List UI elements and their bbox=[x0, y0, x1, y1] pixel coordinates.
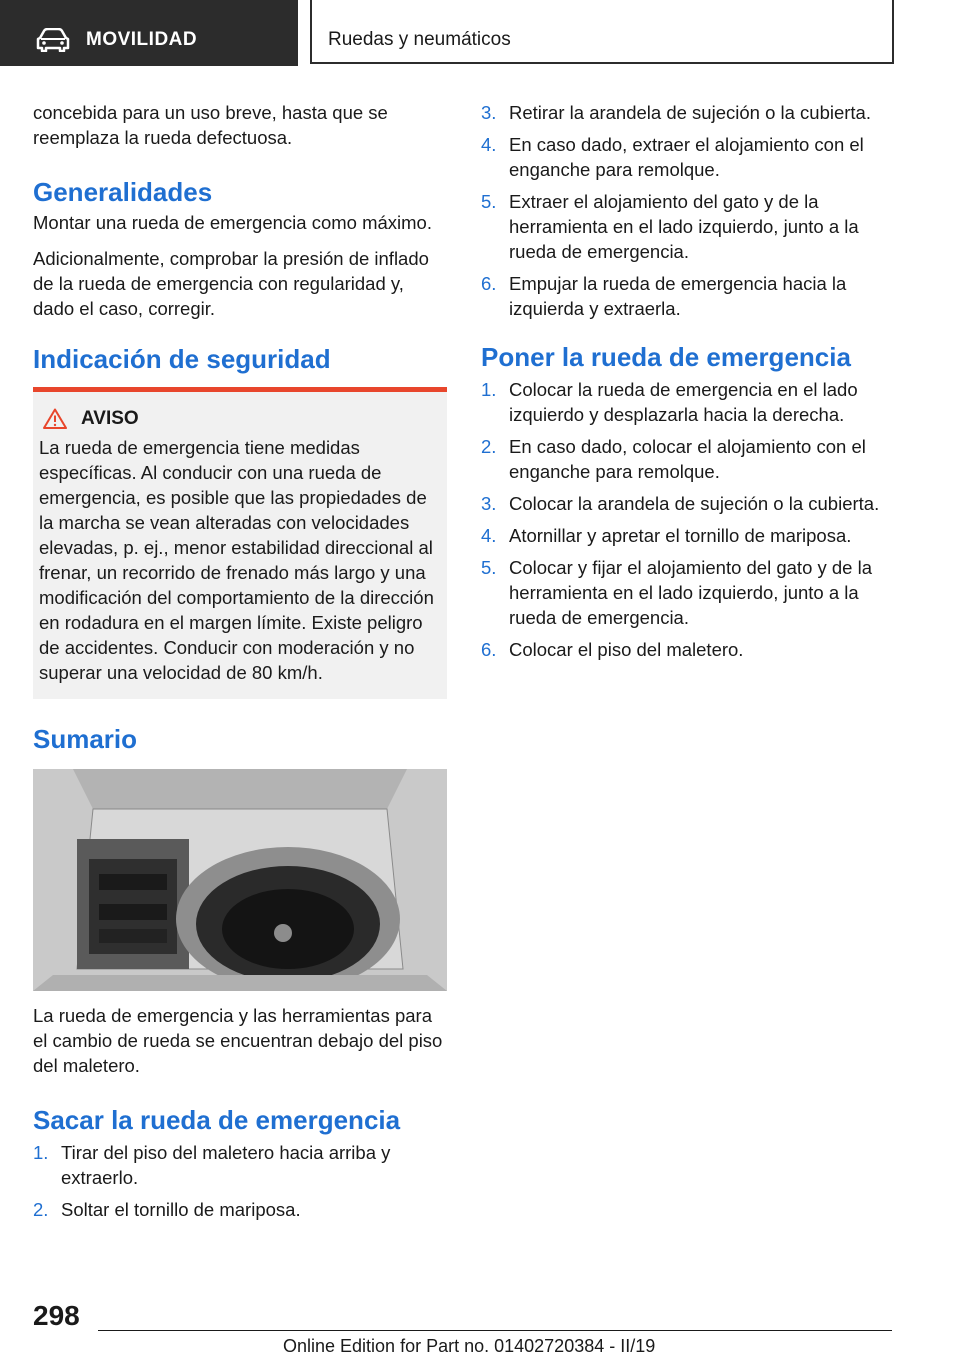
warning-title: AVISO bbox=[81, 408, 139, 429]
chapter-title-box bbox=[310, 0, 894, 64]
heading-sacar-rueda: Sacar la rueda de emergencia bbox=[33, 1105, 401, 1135]
general-paragraph-2: Adicionalmente, comprobar la presión de inflado de la rueda de emergencia con regularidad y, dado el caso, corregir. bbox=[33, 248, 429, 319]
section-label: MOVILIDAD bbox=[86, 29, 198, 50]
left-column bbox=[33, 100, 447, 1229]
list-item bbox=[481, 637, 891, 662]
step-text: Extraer el alojamiento del gato y de la herramienta en el lado izquierdo, junto a la rueda de emergencia. bbox=[509, 191, 859, 262]
list-item bbox=[481, 434, 891, 484]
footer-divider bbox=[98, 1330, 892, 1331]
trunk-drawing bbox=[33, 769, 447, 991]
heading-poner-rueda: Poner la rueda de emergencia bbox=[481, 342, 851, 372]
heading-seguridad: Indicación de seguridad bbox=[33, 344, 331, 374]
list-item bbox=[481, 555, 891, 630]
step-text: En caso dado, extraer el alojamiento con el enganche para remolque. bbox=[509, 134, 864, 180]
page-header bbox=[0, 0, 960, 66]
list-item bbox=[481, 271, 891, 321]
step-number: 2. bbox=[481, 436, 497, 457]
step-text: Colocar la arandela de sujeción o la cubierta. bbox=[509, 493, 880, 514]
list-item bbox=[33, 1140, 447, 1190]
step-number: 1. bbox=[33, 1142, 49, 1163]
step-number: 5. bbox=[481, 191, 497, 212]
page-number: 298 bbox=[33, 1300, 80, 1331]
step-number: 3. bbox=[481, 102, 497, 123]
chapter-title: Ruedas y neumáticos bbox=[328, 29, 511, 50]
step-number: 2. bbox=[33, 1199, 49, 1220]
warning-box bbox=[33, 387, 447, 699]
intro-paragraph: concebida para un uso breve, hasta que se reemplaza la rueda defectuosa. bbox=[33, 102, 388, 148]
remove-steps-list bbox=[33, 1140, 447, 1222]
install-steps-list bbox=[481, 377, 891, 662]
step-text: En caso dado, colocar el alojamiento con el enganche para remolque. bbox=[509, 436, 866, 482]
list-item bbox=[481, 491, 891, 516]
step-number: 1. bbox=[481, 379, 497, 400]
step-text: Empujar la rueda de emergencia hacia la izquierda y extraerla. bbox=[509, 273, 847, 319]
warning-text: La rueda de emergencia tiene medidas específicas. Al conducir con una rueda de emergencia, es posible que las propiedades de la marcha se vean alteradas con velocidades elevadas, p. ej., menor estabilidad direccional al frenar, un recorrido de frenado más largo y una modificación del comportamiento de la dirección en rodadura en el margen límite. Existe peligro de accidentes. Conducir con moderación y no superar una velocidad de 80 km/h. bbox=[39, 437, 434, 683]
step-number: 5. bbox=[481, 557, 497, 578]
warning-triangle-icon bbox=[43, 408, 67, 429]
step-number: 3. bbox=[481, 493, 497, 514]
edition-note: Online Edition for Part no. 01402720384 - II/19 bbox=[283, 1336, 656, 1356]
step-text: Retirar la arandela de sujeción o la cubierta. bbox=[509, 102, 871, 123]
step-text: Atornillar y apretar el tornillo de mariposa. bbox=[509, 525, 852, 546]
step-text: Colocar la rueda de emergencia en el lado izquierdo y desplazarla hacia la derecha. bbox=[509, 379, 858, 425]
list-item bbox=[481, 189, 891, 264]
car-icon bbox=[36, 28, 70, 52]
step-text: Colocar y fijar el alojamiento del gato y de la herramienta en el lado izquierdo, junto a la rueda de emergencia. bbox=[509, 557, 872, 628]
step-number: 4. bbox=[481, 134, 497, 155]
heading-generalidades: Generalidades bbox=[33, 177, 213, 207]
general-paragraph-1: Montar una rueda de emergencia como máximo. bbox=[33, 212, 432, 233]
figure-caption: La rueda de emergencia y las herramientas para el cambio de rueda se encuentran debajo del piso del maletero. bbox=[33, 1005, 443, 1076]
right-column bbox=[481, 100, 891, 669]
step-number: 6. bbox=[481, 639, 497, 660]
section-tab bbox=[0, 0, 298, 66]
remove-steps-continued-list bbox=[481, 100, 891, 321]
list-item bbox=[481, 132, 891, 182]
list-item bbox=[33, 1197, 447, 1222]
list-item bbox=[481, 100, 891, 125]
list-item bbox=[481, 523, 891, 548]
trunk-spare-wheel-illustration bbox=[33, 769, 447, 991]
step-text: Soltar el tornillo de mariposa. bbox=[61, 1199, 301, 1220]
warning-header bbox=[39, 406, 441, 431]
step-number: 6. bbox=[481, 273, 497, 294]
step-text: Colocar el piso del maletero. bbox=[509, 639, 744, 660]
list-item bbox=[481, 377, 891, 427]
step-number: 4. bbox=[481, 525, 497, 546]
heading-sumario: Sumario bbox=[33, 724, 138, 754]
step-text: Tirar del piso del maletero hacia arriba y extraerlo. bbox=[61, 1142, 391, 1188]
